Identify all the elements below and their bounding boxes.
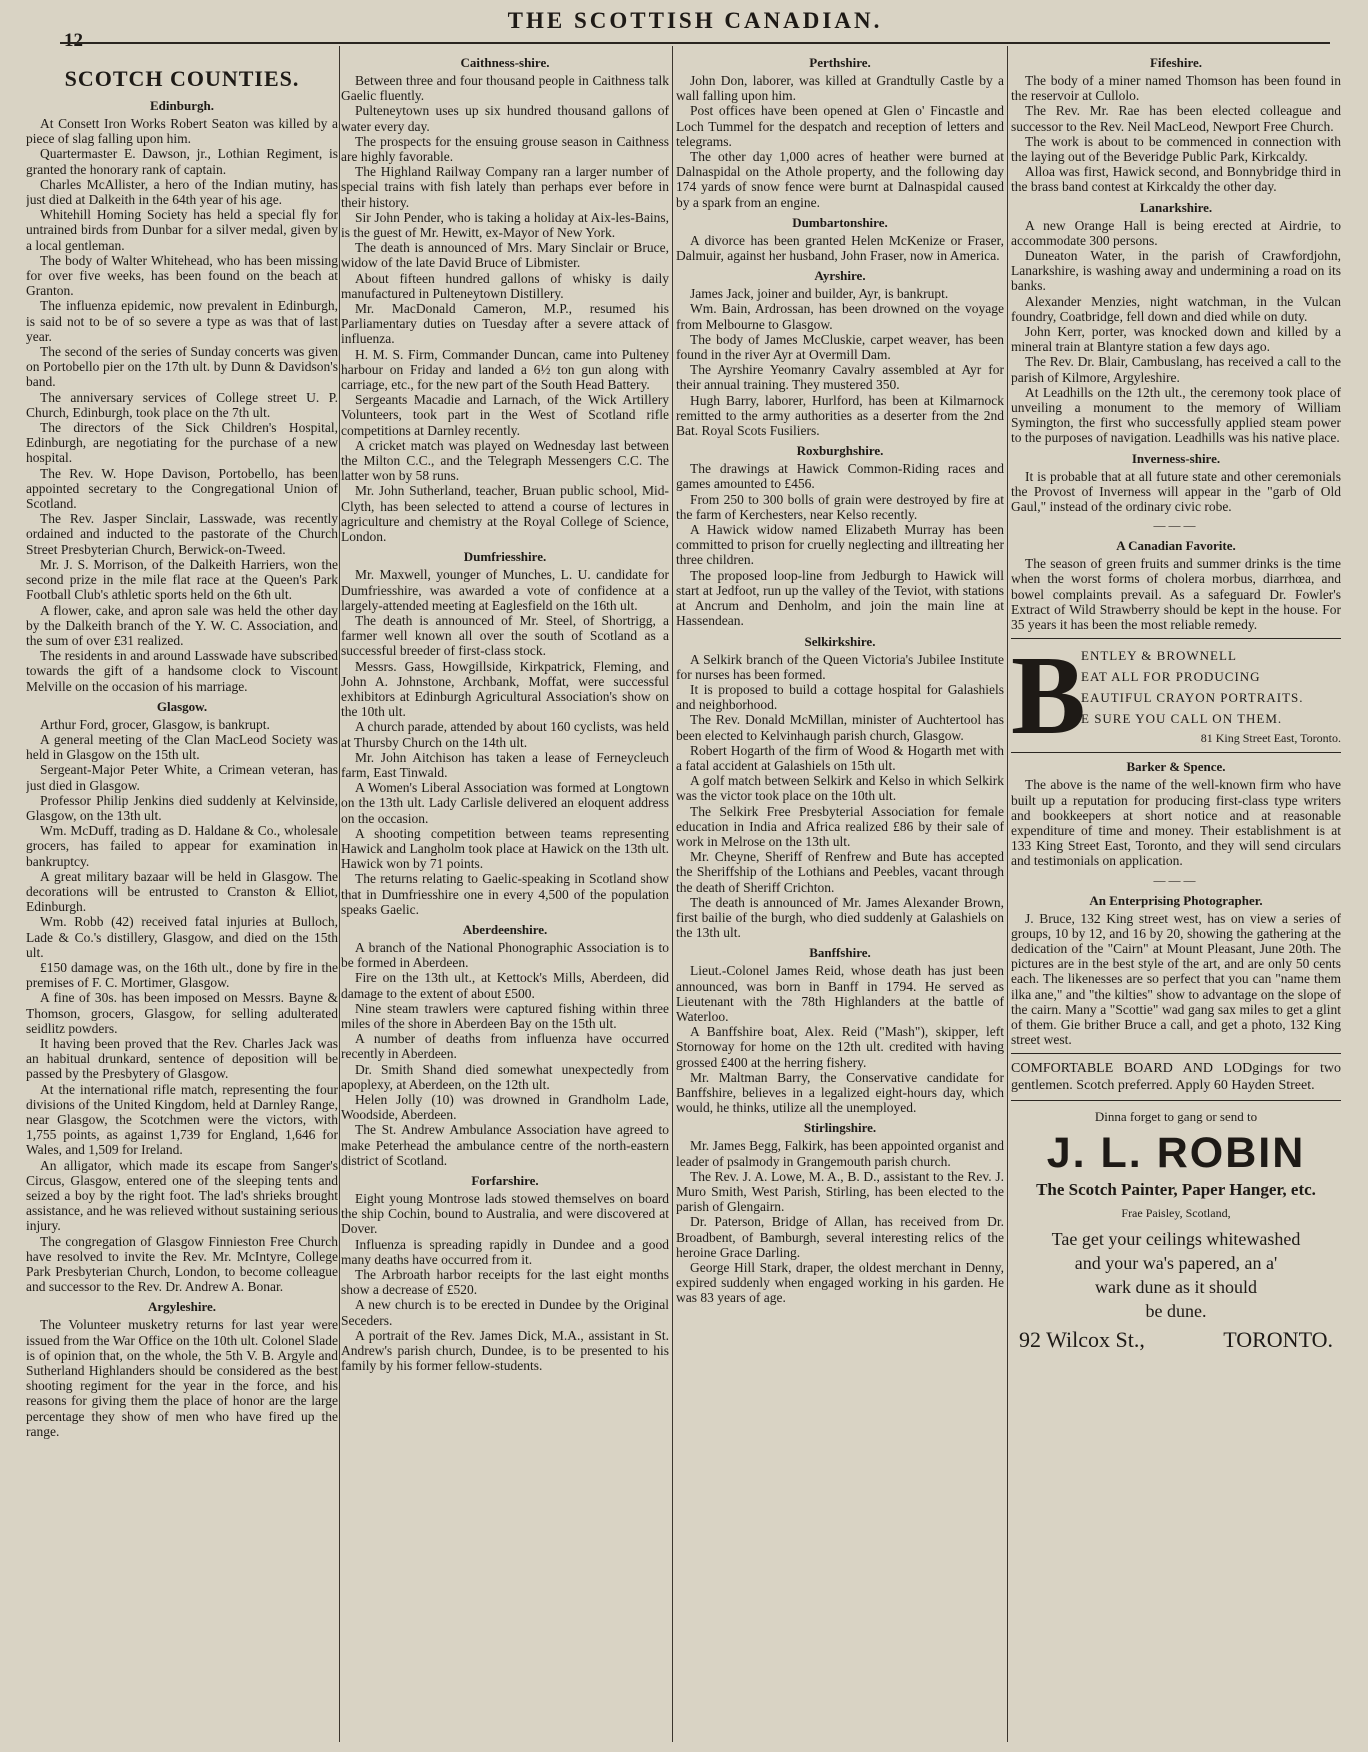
comfortable-board-ad <box>1011 1053 1341 1101</box>
barker-spence-heading: Barker & Spence. <box>1126 759 1226 775</box>
news-paragraph: Mr. John Sutherland, teacher, Bruan public school, Mid-Clyth, has been selected to attend a course of lectures in agriculture and chemistry at the Royal College of Science, London. <box>341 483 669 545</box>
news-paragraph: Alloa was first, Hawick second, and Bonnybridge third in the brass band contest at Kirkcaldy the other day. <box>1011 164 1341 195</box>
news-paragraph: Professor Philip Jenkins died suddenly at Kelvinside, Glasgow, on the 13th ult. <box>26 792 338 823</box>
robin-ad <box>1011 1109 1341 1353</box>
robin-verse-line: be dune. <box>1145 1301 1207 1322</box>
news-paragraph: Sir John Pender, who is taking a holiday at Aix-les-Bains, is the guest of Mr. Hewitt, ex-Mayor of New York. <box>341 209 669 241</box>
comfortable-board-text: COMFORTABLE BOARD AND LODgings for two gentlemen. Scotch preferred. Apply 60 Hayden Street. <box>1011 1061 1341 1094</box>
news-paragraph: A cricket match was played on Wednesday last between the Milton C.C., and the Telegraph Messengers C.C. The latter won by 58 runs. <box>341 437 669 484</box>
news-paragraph: A flower, cake, and apron sale was held the other day by the Dalkeith branch of the Y. W. C. Association, and the sum of over £31 realized. <box>26 602 338 648</box>
news-paragraph: The proposed loop-line from Jedburgh to Hawick will start at Jedfoot, run up the valley of the Teviot, with stations at Ancrum and Denholm, and join the main line at Hassendean. <box>676 567 1004 629</box>
news-paragraph: James Jack, joiner and builder, Ayr, is bankrupt. <box>690 286 949 302</box>
county-heading: Lanarkshire. <box>1139 199 1213 215</box>
news-paragraph: The Selkirk Free Presbyterial Association for female education in India and Africa realized £86 by their sale of work in Melrose on the 13th ult. <box>676 803 1004 849</box>
news-paragraph: Hugh Barry, laborer, Hurlford, has been at Kilmarnock remitted to the army authorities as a deserter from the 2nd Bat. Royal Scots Fusiliers. <box>676 392 1004 439</box>
news-paragraph: Robert Hogarth of the firm of Wood & Hogarth met with a fatal accident at Galashiels on 15th ult. <box>676 742 1004 773</box>
county-heading: Banffshire. <box>809 945 871 961</box>
news-paragraph: The residents in and around Lasswade have subscribed towards the gift of a handsome clock to Viscount Melville on the occasion of his marriage. <box>26 648 338 694</box>
county-heading: A Canadian Favorite. <box>1116 538 1236 554</box>
news-paragraph: At Leadhills on the 12th ult., the ceremony took place of unveiling a monument to the memory of William Symington, the first who successfully applied steam power to the purposes of navigation. Leadhills was his native place. <box>1011 384 1341 446</box>
separator: ——— <box>1153 518 1199 533</box>
news-paragraph: The St. Andrew Ambulance Association have agreed to make Peterhead the ambulance centre of the north-eastern district of Scotland. <box>341 1122 669 1168</box>
robin-verse-line: wark dune as it should <box>1095 1277 1257 1298</box>
bentley-line: EAT ALL FOR PRODUCING <box>1081 669 1261 685</box>
bentley-address: 81 King Street East, Toronto. <box>1200 731 1341 746</box>
robin-street: 92 Wilcox St., <box>1019 1327 1145 1353</box>
news-paragraph: It having been proved that the Rev. Charles Jack was an habitual drunkard, sentence of deposition will be passed by the Presbytery of Glasgow. <box>26 1035 338 1082</box>
county-heading: Stirlingshire. <box>803 1120 877 1136</box>
column-2 <box>341 50 669 1740</box>
robin-verse-line: Tae get your ceilings whitewashed <box>1051 1229 1301 1250</box>
news-paragraph: George Hill Stark, draper, the oldest merchant in Denny, expired suddenly when engaged working in his garden. He was 83 years of age. <box>676 1260 1004 1306</box>
news-paragraph: The death is announced of Mr. Steel, of Shortrigg, a farmer well known all over the south of Scotland as a successful breeder of first-class stock. <box>341 612 669 659</box>
robin-city: TORONTO. <box>1223 1327 1333 1353</box>
column-rule <box>1007 46 1008 1742</box>
column-3 <box>676 50 1004 1740</box>
county-heading: Roxburghshire. <box>796 443 884 459</box>
photographer-text: J. Bruce, 132 King street west, has on view a series of groups, 10 by 12, and 16 by 20, showing the gathering at the dedication of the "Cairn" at Mount Pleasant, June 20th. The pictures are in the best style of the art, and are only 50 cents each. The likenesses are so perfect that you can "name them ilka ane," and "the kilties" show to advantage on the slope of the cairn. Many a "Scottie" wad gang sax miles to get a glint of them. Gie brither Bruce a call, and get a photo, 132 King street west. <box>1011 910 1341 1048</box>
news-paragraph: A shooting competition between teams representing Hawick and Langholm took place at Hawick on the 13th ult. Hawick won by 71 points. <box>341 825 669 872</box>
photographer-heading: An Enterprising Photographer. <box>1089 892 1263 908</box>
barker-spence-text: The above is the name of the well-known firm who have built up a reputation for producing first-class type writers and bookkeepers at short notice and at reasonable expenditure of time and money. Their establishment is at 133 King Street East, Toronto, and they will send circulars and testimonials on application. <box>1011 777 1341 869</box>
news-paragraph: Wm. Robb (42) received fatal injuries at Bulloch, Lade & Co.'s distillery, Glasgow, and died on the 15th ult. <box>26 914 338 960</box>
news-paragraph: A divorce has been granted Helen McKenize or Fraser, Dalmuir, against her husband, John Fraser, now in America. <box>676 232 1004 264</box>
page-number: 12 <box>64 30 83 51</box>
news-paragraph: H. M. S. Firm, Commander Duncan, came into Pulteney harbour on Friday and landed a 6½ ton gun along with carriage, etc., for the new part of the South Head Battery. <box>341 346 669 393</box>
news-paragraph: The body of Walter Whitehead, who has been missing for over five weeks, has been found on the beach at Granton. <box>26 252 338 299</box>
news-paragraph: Whitehill Homing Society has held a special fly for untrained birds from Dunbar for a silver medal, given by a local gentleman. <box>26 207 338 253</box>
county-heading: Perthshire. <box>809 55 871 70</box>
news-paragraph: Mr. Maxwell, younger of Munches, L. U. candidate for Dumfriesshire, was awarded a vote of confidence at a largely-attended meeting at Eaglesfield on the 16th ult. <box>341 567 669 613</box>
county-heading: Selkirkshire. <box>804 633 876 649</box>
news-paragraph: The Volunteer musketry returns for last year were issued from the War Office on the 10th ult. Colonel Slade is of opinion that, on the whole, the 5th V. B. Argyle and Sutherland Highlanders should be considered as the best shooting regiment for the year in the force, and his reasons for giving them the place of honor are the large percentage they show of men who have fired up the range. <box>26 1317 338 1439</box>
news-paragraph: £150 damage was, on the 16th ult., done by fire in the premises of F. C. Mortimer, Glasgow. <box>26 959 338 991</box>
county-heading: Dumbartonshire. <box>792 214 888 230</box>
news-paragraph: The directors of the Sick Children's Hospital, Edinburgh, are negotiating for the purchase of a new hospital. <box>26 420 338 466</box>
news-paragraph: A church parade, attended by about 160 cyclists, was held at Thursby Church on the 14th ult. <box>341 719 669 750</box>
bentley-line: ENTLEY & BROWNELL <box>1081 648 1237 664</box>
news-paragraph: Eight young Montrose lads stowed themselves on board the ship Cochin, bound to Australia, and were discovered at Dover. <box>341 1191 669 1237</box>
news-paragraph: Alexander Menzies, night watchman, in the Vulcan foundry, Coatbridge, fell down and died while on duty. <box>1011 293 1341 324</box>
county-heading: Edinburgh. <box>150 98 214 113</box>
county-heading: Forfarshire. <box>471 1173 539 1189</box>
news-paragraph: The body of a miner named Thomson has been found in the reservoir at Cullolo. <box>1011 73 1341 104</box>
news-paragraph: The prospects for the ensuing grouse season in Caithness are highly favorable. <box>341 133 669 165</box>
news-paragraph: Sergeant-Major Peter White, a Crimean veteran, has just died in Glasgow. <box>26 762 338 793</box>
news-paragraph: Mr. Cheyne, Sheriff of Renfrew and Bute has accepted the Sheriffship of the Lothians and Peebles, vacant through the death of Sheriff Crichton. <box>676 849 1004 895</box>
news-paragraph: The Arbroath harbor receipts for the last eight months show a decrease of £520. <box>341 1267 669 1298</box>
section-heading: SCOTCH COUNTIES. <box>64 66 300 91</box>
news-paragraph: Messrs. Gass, Howgillside, Kirkpatrick, Fleming, and John A. Johnstone, Archbank, Moffat, were successful exhibitors at Edinburgh Agricultural Association's show on the 10th ult. <box>341 658 669 720</box>
news-paragraph: The influenza epidemic, now prevalent in Edinburgh, is said not to be of so severe a type as was that of last year. <box>26 298 338 344</box>
news-paragraph: A new Orange Hall is being erected at Airdrie, to accommodate 300 persons. <box>1011 217 1341 248</box>
news-paragraph: Nine steam trawlers were captured fishing within three miles of the shore in Aberdeen Bay on the 15th ult. <box>341 1000 669 1031</box>
masthead <box>60 8 1330 51</box>
news-paragraph: The Rev. J. A. Lowe, M. A., B. D., assistant to the Rev. J. Muro Smith, West Parish, Stirling, has been elected to the parish of Glengairn. <box>676 1168 1004 1215</box>
news-paragraph: Lieut.-Colonel James Reid, whose death has just been announced, was born in Banff in 1794. He served as Lieutenant with the 78th Highlanders at the battle of Waterloo. <box>676 963 1004 1024</box>
news-paragraph: Influenza is spreading rapidly in Dundee and a good many deaths have occurred from it. <box>341 1236 669 1267</box>
robin-name: J. L. ROBIN <box>1046 1129 1306 1178</box>
news-paragraph: The Ayrshire Yeomanry Cavalry assembled at Ayr for their annual training. They mustered 350. <box>676 362 1004 393</box>
news-paragraph: John Kerr, porter, was knocked down and killed by a mineral train at Blantyre station a few days ago. <box>1011 324 1341 355</box>
news-paragraph: A Banffshire boat, Alex. Reid ("Mash"), skipper, left Stornoway for home on the 12th ult. credited with having grossed £400 at the herring fishery. <box>676 1024 1004 1070</box>
news-paragraph: A number of deaths from influenza have occurred recently in Aberdeen. <box>341 1031 669 1062</box>
news-paragraph: Sergeants Macadie and Larnach, of the Wick Artillery Volunteers, took part in the West of Scotland rifle competitions at Darnley recently. <box>341 392 669 438</box>
news-paragraph: The Rev. Donald McMillan, minister of Auchtertool has been elected to Kelvinhaugh parish church, Glasgow. <box>676 712 1004 743</box>
newspaper-title: THE SCOTTISH CANADIAN. <box>507 8 883 33</box>
news-paragraph: A fine of 30s. has been imposed on Messrs. Bayne & Thomson, grocers, Glasgow, for selling adulterated seidlitz powders. <box>26 990 338 1036</box>
news-paragraph: The drawings at Hawick Common-Riding races and games amounted to £456. <box>676 461 1004 492</box>
news-paragraph: The work is about to be commenced in connection with the laying out of the Beveridge Public Park, Kirkcaldy. <box>1011 133 1341 165</box>
news-paragraph: Wm. Bain, Ardrossan, has been drowned on the voyage from Melbourne to Glasgow. <box>676 301 1004 332</box>
news-paragraph: At Consett Iron Works Robert Seaton was killed by a piece of slag falling upon him. <box>26 116 338 147</box>
masthead-rule <box>60 42 1330 44</box>
news-paragraph: Mr. James Begg, Falkirk, has been appointed organist and leader of psalmody in Grangemouth parish church. <box>676 1138 1004 1169</box>
news-paragraph: The body of James McCluskie, carpet weaver, has been found in the river Ayr at Overmill Dam. <box>676 331 1004 363</box>
bentley-line: E SURE YOU CALL ON THEM. <box>1081 711 1283 727</box>
robin-address <box>1011 1327 1341 1353</box>
news-paragraph: A great military bazaar will be held in Glasgow. The decorations will be entrusted to Cranston & Elliot, Edinburgh. <box>26 868 338 915</box>
news-paragraph: Pulteneytown uses up six hundred thousand gallons of water every day. <box>341 103 669 134</box>
news-paragraph: The returns relating to Gaelic-speaking in Scotland show that in Dumfriesshire one in every 4,500 of the population speaks Gaelic. <box>341 871 669 917</box>
news-paragraph: A portrait of the Rev. James Dick, M.A., assistant in St. Andrew's parish church, Dundee, is to be presented to his family by his former fellow-students. <box>341 1327 669 1374</box>
bentley-initial: B <box>1011 633 1086 758</box>
news-paragraph: Quartermaster E. Dawson, jr., Lothian Regiment, is granted the honorary rank of captain. <box>26 146 338 177</box>
column-4 <box>1011 50 1341 1740</box>
county-heading: Fifeshire. <box>1149 55 1203 70</box>
county-heading: Aberdeenshire. <box>462 921 548 937</box>
bentley-line: EAUTIFUL CRAYON PORTRAITS. <box>1081 690 1304 706</box>
news-paragraph: About fifteen hundred gallons of whisky is daily manufactured in Pulteneytown Distillery. <box>341 270 669 301</box>
news-paragraph: From 250 to 300 bolls of grain were destroyed by fire at the farm of Kerchesters, near Kelso recently. <box>676 491 1004 522</box>
news-paragraph: The Rev. Jasper Sinclair, Lasswade, was recently ordained and inducted to the pastorate of the Church Street Presbyterian Church, Berwick-on-Tweed. <box>26 511 338 557</box>
news-paragraph: Duneaton Water, in the parish of Crawfordjohn, Lanarkshire, is washing away and undermining a road on its banks. <box>1011 248 1341 294</box>
robin-subtitle: The Scotch Painter, Paper Hanger, etc. <box>1036 1180 1316 1200</box>
news-paragraph: Charles McAllister, a hero of the Indian mutiny, has just died at Dalkeith in the 64th year of his age. <box>26 176 338 208</box>
news-paragraph: The second of the series of Sunday concerts was given on Portobello pier on the 17th ult. by Dunn & Davidson's band. <box>26 344 338 390</box>
news-paragraph: The other day 1,000 acres of heather were burned at Dalnaspidal on the Athole property, and the following day 174 yards of snow fence were burnt at Dalnaspidal caused by a spark from an engine. <box>676 149 1004 210</box>
news-paragraph: It is probable that at all future state and other ceremonials the Provost of Inverness will appear in the "garb of Old Gaul," instead of the ordinary civic robe. <box>1011 468 1341 515</box>
robin-verse-line: and your wa's papered, an a' <box>1074 1253 1278 1274</box>
news-paragraph: The anniversary services of College street U. P. Church, Edinburgh, took place on the 7th ult. <box>26 389 338 420</box>
news-paragraph: Fire on the 13th ult., at Kettock's Mills, Aberdeen, did damage to the extent of about £500. <box>341 970 669 1001</box>
news-paragraph: It is proposed to build a cottage hospital for Galashiels and neighborhood. <box>676 681 1004 713</box>
news-paragraph: Mr. John Aitchison has taken a lease of Ferneycleuch farm, East Tinwald. <box>341 749 669 780</box>
news-paragraph: Wm. McDuff, trading as D. Haldane & Co., wholesale grocers, has failed to appear for examination in bankruptcy. <box>26 823 338 869</box>
separator: ——— <box>1153 872 1199 887</box>
news-paragraph: Arthur Ford, grocer, Glasgow, is bankrupt. <box>40 716 270 732</box>
news-paragraph: A branch of the National Phonographic Association is to be formed in Aberdeen. <box>341 939 669 971</box>
column-rule <box>672 46 673 1742</box>
news-paragraph: A general meeting of the Clan MacLeod Society was held in Glasgow on the 15th ult. <box>26 731 338 763</box>
news-paragraph: The season of green fruits and summer drinks is the time when the worst forms of cholera morbus, diarrhœa, and bowel complaints prevail. As a safeguard Dr. Fowler's Extract of Wild Strawberry should be kept in the house. For 35 years it has been the most reliable remedy. <box>1011 556 1341 633</box>
news-paragraph: The Rev. W. Hope Davison, Portobello, has been appointed secretary to the Congregational Union of Scotland. <box>26 465 338 512</box>
news-paragraph: Dr. Smith Shand died somewhat unexpectedly from apoplexy, at Aberdeen, on the 12th ult. <box>341 1061 669 1092</box>
news-paragraph: The Highland Railway Company ran a larger number of special trains with fish lately than perhaps ever before in their history. <box>341 164 669 210</box>
news-paragraph: The death is announced of Mr. James Alexander Brown, first bailie of the burgh, who died suddenly at Galashiels on the 13th ult. <box>676 894 1004 941</box>
news-paragraph: A new church is to be erected in Dundee by the Original Seceders. <box>341 1297 669 1328</box>
county-heading: Caithness-shire. <box>460 55 550 70</box>
news-paragraph: Post offices have been opened at Glen o' Fincastle and Loch Tummel for the despatch and reception of letters and telegrams. <box>676 103 1004 149</box>
county-heading: Argyleshire. <box>148 1299 216 1315</box>
robin-origin: Frae Paisley, Scotland, <box>1121 1206 1231 1221</box>
county-heading: Ayrshire. <box>814 268 866 284</box>
news-paragraph: Between three and four thousand people in Caithness talk Gaelic fluently. <box>341 73 669 104</box>
news-paragraph: A golf match between Selkirk and Kelso in which Selkirk was the victor took place on the 10th ult. <box>676 773 1004 804</box>
news-paragraph: An alligator, which made its escape from Sanger's Circus, Glasgow, entered one of the sleeping tents and seized a boy by the right foot. The lad's shrieks brought assistance, and he was relieved without sustaining serious injury. <box>26 1157 338 1234</box>
county-heading: Dumfriesshire. <box>463 549 547 565</box>
column-4-news <box>1011 55 1341 632</box>
news-paragraph: The congregation of Glasgow Finnieston Free Church have resolved to invite the Rev. Mr. McIntyre, College Park Presbyterian Church, London, to become colleague and successor to the Rev. Dr. Andrew A. Bonar. <box>26 1233 338 1295</box>
bentley-brownell-ad <box>1011 633 1341 758</box>
news-paragraph: At the international rifle match, representing the four divisions of the United Kingdom, held at Darnley Range, near Glasgow, the Scotchmen were the victors, with 1,755 points, as against 1,739 for England, 1,646 for Wales, and 1,509 for Ireland. <box>26 1081 338 1158</box>
news-paragraph: John Don, laborer, was killed at Grandtully Castle by a wall falling upon him. <box>676 73 1004 104</box>
news-paragraph: A Selkirk branch of the Queen Victoria's Jubilee Institute for nurses has been formed. <box>676 651 1004 682</box>
news-paragraph: Mr. Maltman Barry, the Conservative candidate for Banffshire, believes in a legalized eight-hours day, which would, he thinks, utilize all the unemployed. <box>676 1069 1004 1116</box>
news-paragraph: The death is announced of Mrs. Mary Sinclair or Bruce, widow of the late David Bruce of Libmister. <box>341 240 669 271</box>
column-rule <box>339 46 340 1742</box>
robin-intro: Dinna forget to gang or send to <box>1094 1109 1258 1125</box>
news-paragraph: A Women's Liberal Association was formed at Longtown on the 13th ult. Lady Carlisle delivered an eloquent address on the occasion. <box>341 780 669 826</box>
news-paragraph: Mr. J. S. Morrison, of the Dalkeith Harriers, won the second prize in the mile flat race at the Queen's Park Football Club's athletic sports held on the 6th ult. <box>26 556 338 603</box>
news-paragraph: A Hawick widow named Elizabeth Murray has been committed to prison for cruelly neglecting and illtreating her three children. <box>676 522 1004 568</box>
news-paragraph: Dr. Paterson, Bridge of Allan, has received from Dr. Broadbent, of Bamburgh, several interesting relics of the heroine Grace Darling. <box>676 1214 1004 1260</box>
news-paragraph: The Rev. Dr. Blair, Cambuslang, has received a call to the parish of Kilmore, Argyleshire. <box>1011 354 1341 385</box>
county-heading: Glasgow. <box>156 698 208 714</box>
county-heading: Inverness-shire. <box>1131 450 1221 466</box>
news-paragraph: The Rev. Mr. Rae has been elected colleague and successor to the Rev. Neil MacLeod, Newport Free Church. <box>1011 103 1341 134</box>
news-paragraph: Mr. MacDonald Cameron, M.P., resumed his Parliamentary duties on Tuesday after a severe attack of influenza. <box>341 301 669 347</box>
news-paragraph: Helen Jolly (10) was drowned in Grandholm Lade, Woodside, Aberdeen. <box>341 1092 669 1123</box>
column-1 <box>26 50 338 1740</box>
